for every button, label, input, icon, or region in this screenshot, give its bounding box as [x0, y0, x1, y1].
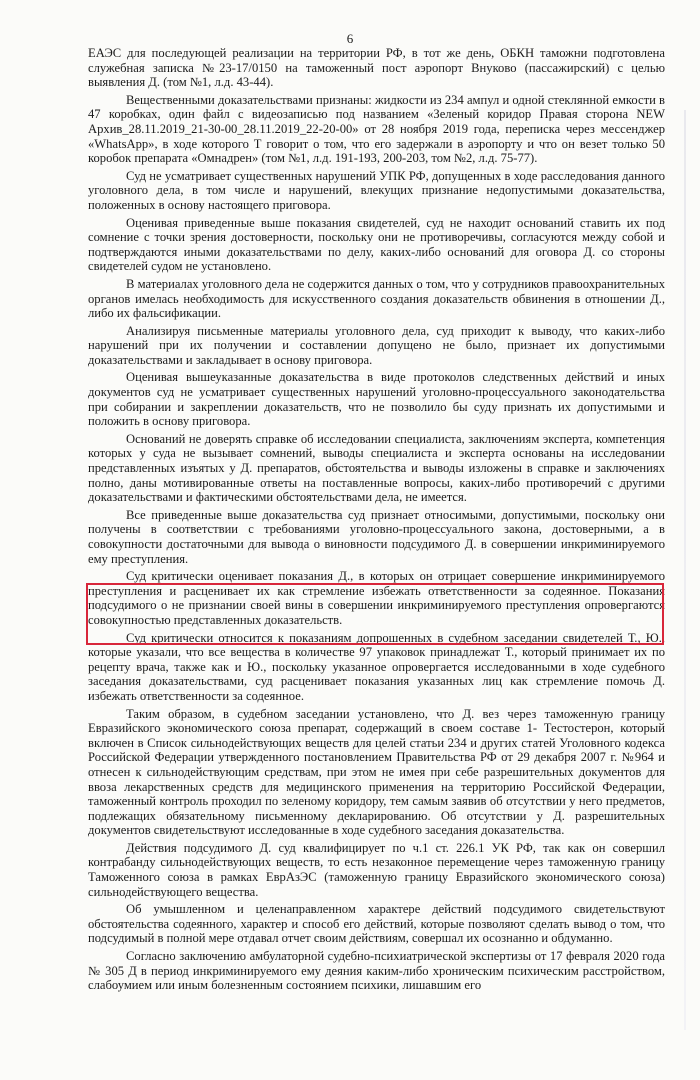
paragraph: Вещественными доказательствами признаны: жидкости из 234 ампул и одной стеклянной емкости в 47 коробках, один файл с видеозаписью под названием «Зеленый коридор Правая сторона NEW Архив_28.11.2019_21-30-00_28.11.2019_22-20-00» от 28 ноября 2019 года, переписка через мессенджер «WhatsApp», в ходе которого Т говорит о том, что его задержали в аэропорту и что он везет только 50 коробок препарата «Омнадрен» (том №1, л.д. 191-193, 200-203, том №2, л.д. 75-77). [88, 92, 665, 166]
paragraph: Все приведенные выше доказательства суд признает относимыми, допустимыми, поскольку они получены в соответствии с требованиями уголовно-процессуального закона, достоверными, а в совокупности достаточными для вывода о виновности подсудимого Д. в совершении инкриминируемого ему преступления. [88, 507, 665, 566]
paragraph: Суд критически относится к показаниям допрошенных в судебном заседании свидетелей Т., Ю., которые указали, что все вещества в количестве 97 упаковок принадлежат Т., который принимает их по рецепту врача, также как и Ю., поскольку указанное опровергается исследованными в ходе судебного заседания доказательствами, суд расценивает показания указанных лиц как стремление помочь Д. избежать ответственности за содеянное. [88, 630, 665, 703]
paragraph: Суд не усматривает существенных нарушений УПК РФ, допущенных в ходе расследования данного уголовного дела, в том числе и нарушений, влекущих признание недопустимыми доказательства, положенных в основу настоящего приговора. [88, 168, 665, 212]
paragraph: Анализируя письменные материалы уголовного дела, суд приходит к выводу, что каких-либо нарушений при их получении и составлении допущено не было, признает их допустимыми доказательствами и закладывает в основу приговора. [88, 323, 665, 367]
paragraph: ЕАЭС для последующей реализации на территории РФ, в тот же день, ОБКН таможни подготовлена служебная записка №23-17/0150 на таможенный пост аэропорт Внуково (пассажирский) с целью выявления Д. (том №1, л.д. 43-44). [88, 46, 665, 90]
page-number: 6 [346, 31, 354, 46]
paragraph: Оснований не доверять справке об исследовании специалиста, заключениям эксперта, компетенция которых у суда не вызывает сомнений, выводы специалиста и эксперта основаны на исследовании представленных изъятых у Д. препаратов, обстоятельства и выводы изложены в справке и заключениях полно, даны мотивированные ответы на поставленные вопросы, каких-либо противоречий с другими доказательствами и фактическими обстоятельствами дела, не имеется. [88, 431, 665, 505]
paragraph: Оценивая приведенные выше показания свидетелей, суд не находит оснований ставить их под сомнение с точки зрения достоверности, поскольку они не противоречивы, согласуются между собой и подтверждаются иными доказательствами по делу, каких-либо оснований для оговора Д. со стороны свидетелей судом не установлено. [88, 215, 665, 274]
document-body [88, 46, 665, 996]
scan-edge-shadow [684, 110, 686, 1030]
highlighted-paragraph: Суд критически оценивает показания Д., в которых он отрицает совершение инкриминируемого преступления и расценивает их как стремление избежать ответственности за содеянное. Показания подсудимого о не признании своей вины в совершении инкриминируемого преступления опровергаются совокупностью представленных доказательств. [88, 569, 665, 627]
paragraph: Таким образом, в судебном заседании установлено, что Д. вез через таможенную границу Евразийского экономического союза препарат, содержащий в своем составе 1- Тестостерон, который включен в Список сильнодействующих веществ для целей статьи 234 и других статей Уголовного кодекса Российской Федерации утвержденного постановлением Правительства РФ от 29 декабря 2007 г. №964 и отнесен к сильнодействующим средствам, при этом не имея при себе разрешительных документов для ввоза лекарственных средств для медицинского применения на территорию Российской Федерации, таможенный контроль проходил по зеленому коридору, тем самым заявив об отсутствии у него предметов, подлежащих обязательному письменному декларированию. Об отсутствии у Д. разрешительных документов свидетельствуют исследованные в ходе судебного заседания доказательства. [88, 706, 665, 838]
paragraph: Об умышленном и целенаправленном характере действий подсудимого свидетельствуют обстоятельства содеянного, характер и способ его действий, которые позволяют сделать вывод о том, что подсудимый в полной мере отдавал отчет своим действиям, совершал их осознанно и обдуманно. [88, 902, 665, 946]
paragraph: Согласно заключению амбулаторной судебно-психиатрической экспертизы от 17 февраля 2020 года № 305 Д в период инкриминируемого ему деяния каким-либо хроническим психическим расстройством, слабоумием или иным болезненным состоянием психики, лишавшим его [88, 949, 665, 993]
paragraph: В материалах уголовного дела не содержится данных о том, что у сотрудников правоохранительных органов имелась необходимость для искусственного создания доказательств обвинения в отношении Д., либо их фальсификации. [88, 276, 665, 321]
paragraph: Оценивая вышеуказанные доказательства в виде протоколов следственных действий и иных документов суд не усматривает существенных нарушений уголовно-процессуального законодательства при собирании и закреплении доказательств, что не позволило бы суду признать их допустимыми и положить в основу приговора. [88, 370, 665, 429]
paragraph: Действия подсудимого Д. суд квалифицирует по ч.1 ст. 226.1 УК РФ, так как он совершил контрабанду сильнодействующих веществ, то есть незаконное перемещение через таможенную границу Таможенного союза в рамках ЕврАзЭС (таможенную границу Евразийского экономического союза) сильнодействующего вещества. [88, 840, 665, 899]
